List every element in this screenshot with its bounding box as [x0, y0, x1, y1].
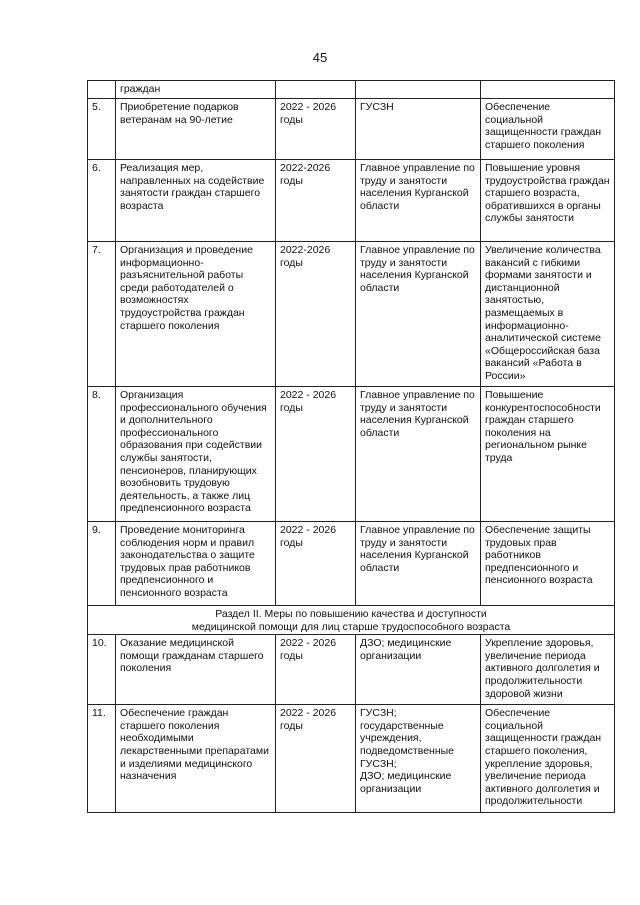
- table-row: [88, 635, 615, 705]
- cell-number: 7.: [88, 242, 116, 387]
- cell-period: 2022-2026 годы: [276, 242, 356, 387]
- cell-responsible: ДЗО; медицинские организации: [356, 635, 481, 705]
- cell-number: 10.: [88, 635, 116, 705]
- cell-period: 2022-2026 годы: [276, 160, 356, 242]
- table-row: [88, 705, 615, 813]
- cell-period: 2022 - 2026 годы: [276, 99, 356, 160]
- cell-responsible: ГУСЗН: [356, 99, 481, 160]
- cell-number: 6.: [88, 160, 116, 242]
- cell-title: Проведение мониторинга соблюдения норм и правил законодательства о защите трудовых прав работников предпенсионного и пенсионного возраста: [116, 522, 276, 606]
- table-row: [88, 99, 615, 160]
- cell-title: Оказание медицинской помощи гражданам старшего поколения: [116, 635, 276, 705]
- table-row: [88, 522, 615, 606]
- cell-title: Обеспечение граждан старшего поколения необходимыми лекарственными препаратами и изделиями медицинского назначения: [116, 705, 276, 813]
- table-row: [88, 160, 615, 242]
- cell-responsible: Главное управление по труду и занятости населения Курганской области: [356, 387, 481, 522]
- page-number: 45: [312, 50, 328, 65]
- cell-result: Обеспечение защиты трудовых прав работников предпенсионного и пенсионного возраста: [481, 522, 615, 606]
- cell-title: Приобретение подарков ветеранам на 90-летие: [116, 99, 276, 160]
- cell-result: Повышение конкурентоспособности граждан старшего поколения на региональном рынке труда: [481, 387, 615, 522]
- cell-title: Организация и проведение информационно-разъяснительной работы среди работодателей о возможностях трудоустройства граждан старшего поколения: [116, 242, 276, 387]
- table-row: [88, 81, 615, 99]
- cell-number: 9.: [88, 522, 116, 606]
- table-row: [88, 387, 615, 522]
- measures-table: [87, 80, 615, 813]
- cell-title: Реализация мер, направленных на содействие занятости граждан старшего возраста: [116, 160, 276, 242]
- cell-result: Увеличение количества вакансий с гибкими формами занятости и дистанционной занятостью, размещаемых в информационно-аналитической системе «Общероссийская база вакансий «Работа в России»: [481, 242, 615, 387]
- section-title: Раздел II. Меры по повышению качества и доступности медицинской помощи для лиц старше трудоспособного возраста: [88, 606, 615, 635]
- cell-period: 2022 - 2026 годы: [276, 522, 356, 606]
- section-row: [88, 606, 615, 635]
- cell-result: Повышение уровня трудоустройства граждан старшего возраста, обратившихся в органы службы занятости: [481, 160, 615, 242]
- cell-responsible: Главное управление по труду и занятости населения Курганской области: [356, 160, 481, 242]
- cell-responsible: ГУСЗН; государственные учреждения, подведомственные ГУСЗН; ДЗО; медицинские организации: [356, 705, 481, 813]
- cell-period: 2022 - 2026 годы: [276, 387, 356, 522]
- cell-title: граждан: [116, 81, 276, 99]
- cell-number: 8.: [88, 387, 116, 522]
- cell-number: 11.: [88, 705, 116, 813]
- cell-period: 2022 - 2026 годы: [276, 705, 356, 813]
- cell-responsible: Главное управление по труду и занятости населения Курганской области: [356, 242, 481, 387]
- cell-result: Обеспечение социальной защищенности граждан старшего поколения, укрепление здоровья, увеличение периода активного долголетия и продолжительности: [481, 705, 615, 813]
- table-row: [88, 242, 615, 387]
- cell-result: Укрепление здоровья, увеличение периода активного долголетия и продолжительности здоровой жизни: [481, 635, 615, 705]
- cell-period: 2022 - 2026 годы: [276, 635, 356, 705]
- cell-title: Организация профессионального обучения и дополнительного профессионального образования при содействии службы занятости, пенсионеров, планирующих возобновить трудовую деятельность, а также лиц предпенсионного возраста: [116, 387, 276, 522]
- cell-responsible: Главное управление по труду и занятости населения Курганской области: [356, 522, 481, 606]
- cell-number: 5.: [88, 99, 116, 160]
- cell-result: Обеспечение социальной защищенности граждан старшего поколения: [481, 99, 615, 160]
